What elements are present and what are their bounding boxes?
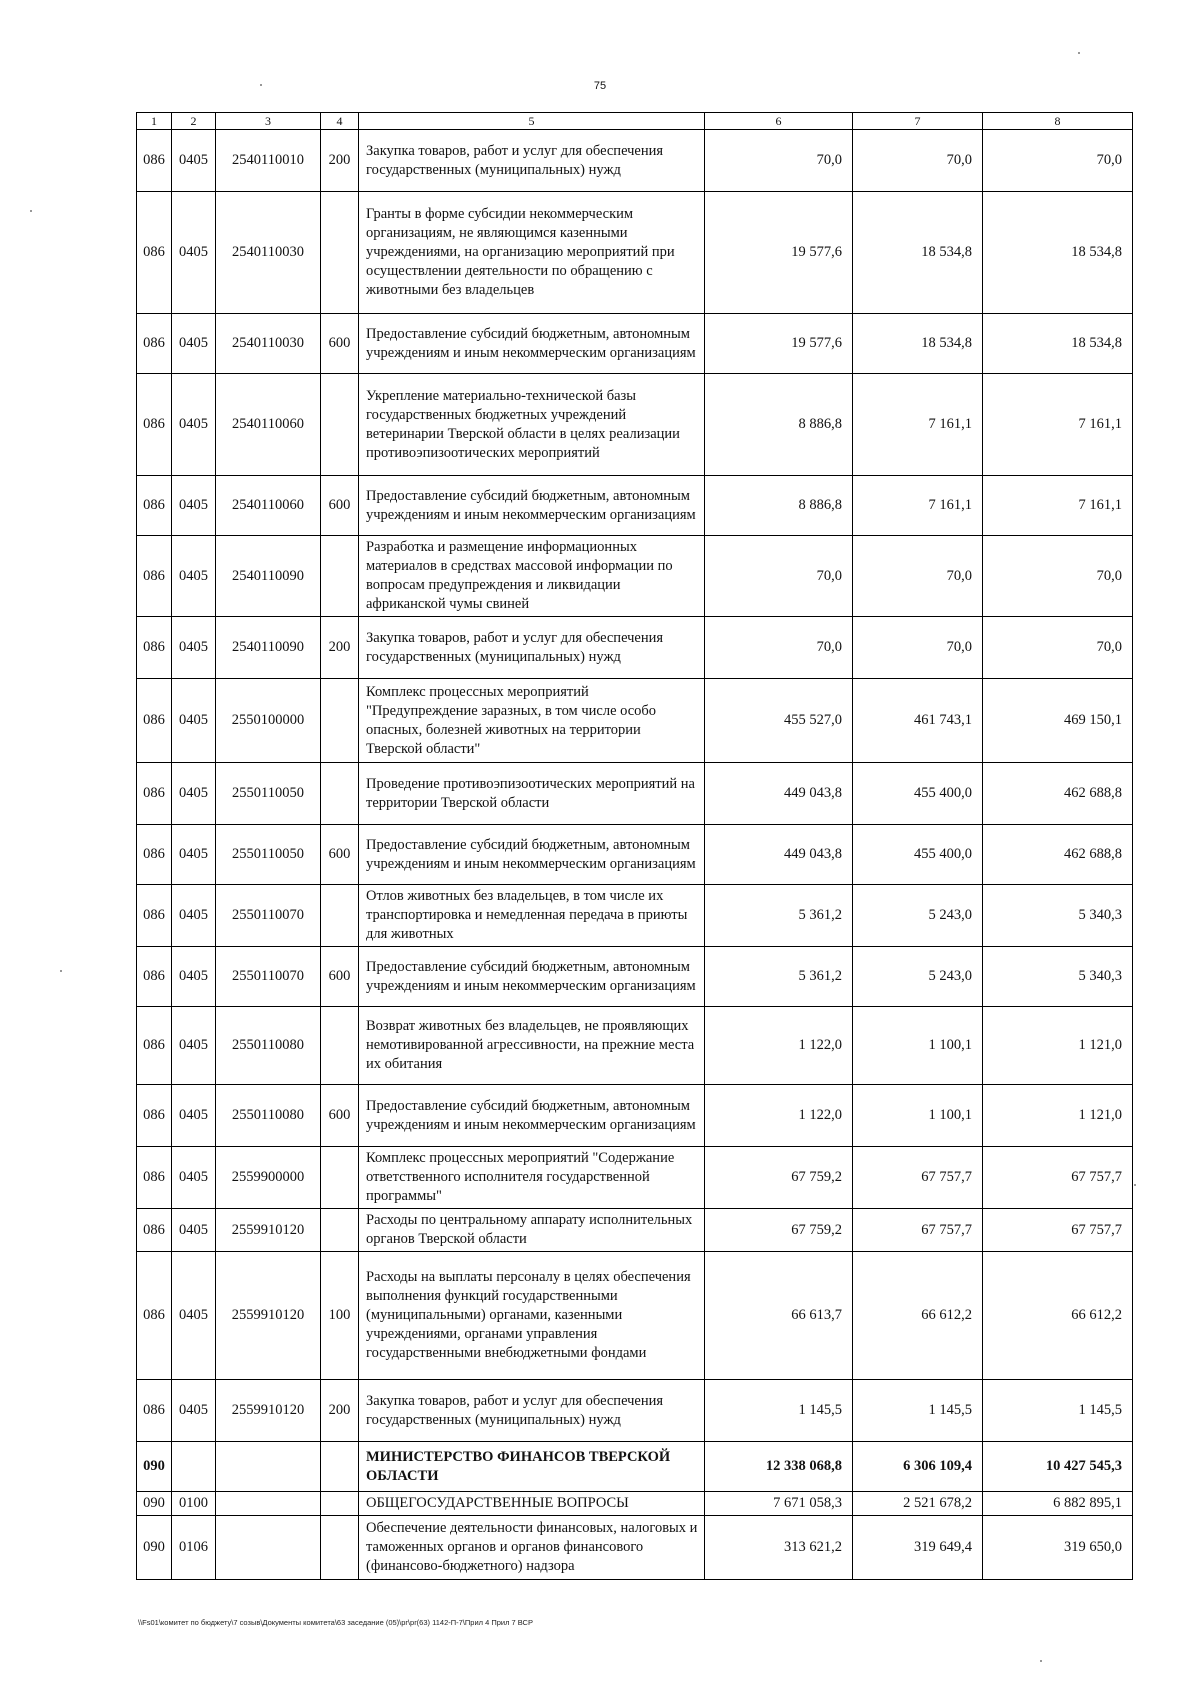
section-code-cell: 0106 (172, 1516, 216, 1580)
section-code-cell: 0405 (172, 885, 216, 947)
table-row (137, 1516, 1133, 1580)
section-code-cell: 0405 (172, 1007, 216, 1085)
target-article-cell: 2550110080 (216, 1085, 321, 1147)
description-cell: МИНИСТЕРСТВО ФИНАНСОВ ТВЕРСКОЙ ОБЛАСТИ (359, 1442, 705, 1492)
table-row (137, 1442, 1133, 1492)
ministry-code-cell: 086 (137, 947, 172, 1007)
amount-col8-cell: 18 534,8 (983, 314, 1133, 374)
amount-col6-cell: 5 361,2 (705, 885, 853, 947)
amount-col6-cell: 313 621,2 (705, 1516, 853, 1580)
expense-type-cell: 200 (321, 1380, 359, 1442)
description-cell: Закупка товаров, работ и услуг для обеспечения государственных (муниципальных) нужд (359, 130, 705, 192)
amount-col6-cell: 1 122,0 (705, 1007, 853, 1085)
budget-table (136, 112, 1133, 1580)
amount-col6-cell: 19 577,6 (705, 192, 853, 314)
scan-speck (60, 970, 62, 972)
expense-type-cell (321, 1007, 359, 1085)
target-article-cell: 2540110060 (216, 374, 321, 476)
description-cell: Разработка и размещение информационных материалов в средствах массовой информации по вопросам предупреждения и ликвидации африканской чумы свиней (359, 536, 705, 617)
ministry-code-cell: 086 (137, 825, 172, 885)
amount-col8-cell: 6 882 895,1 (983, 1492, 1133, 1516)
column-number: 8 (983, 113, 1133, 130)
amount-col7-cell: 67 757,7 (853, 1147, 983, 1209)
expense-type-cell (321, 885, 359, 947)
table-row (137, 1209, 1133, 1252)
expense-type-cell: 200 (321, 130, 359, 192)
description-cell: Комплекс процессных мероприятий "Содержание ответственного исполнителя государственной программы" (359, 1147, 705, 1209)
expense-type-cell: 600 (321, 825, 359, 885)
ministry-code-cell: 086 (137, 1380, 172, 1442)
amount-col8-cell: 18 534,8 (983, 192, 1133, 314)
table-row (137, 374, 1133, 476)
amount-col8-cell: 469 150,1 (983, 679, 1133, 763)
table-row (137, 1007, 1133, 1085)
table-body (137, 130, 1133, 1580)
target-article-cell (216, 1442, 321, 1492)
table-row (137, 1380, 1133, 1442)
ministry-code-cell: 090 (137, 1516, 172, 1580)
ministry-code-cell: 086 (137, 130, 172, 192)
description-cell: Укрепление материально-технической базы государственных бюджетных учреждений ветеринарии Тверской области в целях реализации противоэпизоотических мероприятий (359, 374, 705, 476)
target-article-cell: 2540110090 (216, 536, 321, 617)
amount-col7-cell: 455 400,0 (853, 825, 983, 885)
amount-col7-cell: 70,0 (853, 536, 983, 617)
ministry-code-cell: 086 (137, 679, 172, 763)
amount-col8-cell: 67 757,7 (983, 1147, 1133, 1209)
section-code-cell: 0405 (172, 476, 216, 536)
amount-col8-cell: 66 612,2 (983, 1252, 1133, 1380)
ministry-code-cell: 086 (137, 1085, 172, 1147)
target-article-cell: 2540110060 (216, 476, 321, 536)
ministry-code-cell: 086 (137, 1007, 172, 1085)
description-cell: Расходы на выплаты персоналу в целях обеспечения выполнения функций государственными (муниципальными) органами, казенными учреждениями, органами управления государственными внебюджетными фондами (359, 1252, 705, 1380)
amount-col8-cell: 462 688,8 (983, 825, 1133, 885)
amount-col6-cell: 66 613,7 (705, 1252, 853, 1380)
expense-type-cell (321, 679, 359, 763)
amount-col7-cell: 319 649,4 (853, 1516, 983, 1580)
scan-speck (260, 84, 262, 86)
table-row (137, 679, 1133, 763)
section-code-cell: 0405 (172, 374, 216, 476)
description-cell: Гранты в форме субсидии некоммерческим организациям, не являющимся казенными учреждениями, на организацию мероприятий при осуществлении деятельности по обращению с животными без владельцев (359, 192, 705, 314)
column-number: 7 (853, 113, 983, 130)
amount-col7-cell: 5 243,0 (853, 947, 983, 1007)
target-article-cell: 2559910120 (216, 1252, 321, 1380)
scan-speck (30, 210, 32, 212)
amount-col7-cell: 7 161,1 (853, 374, 983, 476)
target-article-cell: 2550100000 (216, 679, 321, 763)
amount-col6-cell: 67 759,2 (705, 1209, 853, 1252)
amount-col6-cell: 1 122,0 (705, 1085, 853, 1147)
section-code-cell (172, 1442, 216, 1492)
expense-type-cell (321, 763, 359, 825)
ministry-code-cell: 086 (137, 1252, 172, 1380)
description-cell: Комплекс процессных мероприятий "Предупреждение заразных, в том числе особо опасных, болезней животных на территории Тверской области" (359, 679, 705, 763)
amount-col6-cell: 1 145,5 (705, 1380, 853, 1442)
description-cell: Закупка товаров, работ и услуг для обеспечения государственных (муниципальных) нужд (359, 617, 705, 679)
amount-col6-cell: 70,0 (705, 617, 853, 679)
table-row (137, 192, 1133, 314)
amount-col8-cell: 1 121,0 (983, 1085, 1133, 1147)
amount-col8-cell: 7 161,1 (983, 374, 1133, 476)
amount-col7-cell: 5 243,0 (853, 885, 983, 947)
expense-type-cell: 600 (321, 476, 359, 536)
amount-col8-cell: 462 688,8 (983, 763, 1133, 825)
table-row (137, 536, 1133, 617)
column-number: 4 (321, 113, 359, 130)
amount-col7-cell: 18 534,8 (853, 314, 983, 374)
section-code-cell: 0405 (172, 1252, 216, 1380)
ministry-code-cell: 086 (137, 885, 172, 947)
section-code-cell: 0405 (172, 1209, 216, 1252)
target-article-cell: 2559910120 (216, 1380, 321, 1442)
scan-speck (1040, 1660, 1042, 1662)
column-number: 2 (172, 113, 216, 130)
section-code-cell: 0405 (172, 947, 216, 1007)
target-article-cell: 2550110050 (216, 763, 321, 825)
section-code-cell: 0405 (172, 617, 216, 679)
target-article-cell: 2550110070 (216, 947, 321, 1007)
amount-col6-cell: 455 527,0 (705, 679, 853, 763)
amount-col6-cell: 67 759,2 (705, 1147, 853, 1209)
amount-col6-cell: 8 886,8 (705, 374, 853, 476)
page-number: 75 (593, 80, 607, 92)
target-article-cell: 2559910120 (216, 1209, 321, 1252)
description-cell: Отлов животных без владельцев, в том числе их транспортировка и немедленная передача в приюты для животных (359, 885, 705, 947)
expense-type-cell (321, 1492, 359, 1516)
column-number: 6 (705, 113, 853, 130)
section-code-cell: 0405 (172, 763, 216, 825)
column-number: 3 (216, 113, 321, 130)
amount-col6-cell: 70,0 (705, 130, 853, 192)
column-number: 1 (137, 113, 172, 130)
ministry-code-cell: 086 (137, 536, 172, 617)
amount-col8-cell: 319 650,0 (983, 1516, 1133, 1580)
description-cell: Предоставление субсидий бюджетным, автономным учреждениям и иным некоммерческим организациям (359, 1085, 705, 1147)
amount-col6-cell: 449 043,8 (705, 763, 853, 825)
table-row (137, 1085, 1133, 1147)
amount-col7-cell: 1 145,5 (853, 1380, 983, 1442)
expense-type-cell (321, 1442, 359, 1492)
target-article-cell: 2540110090 (216, 617, 321, 679)
target-article-cell: 2550110070 (216, 885, 321, 947)
expense-type-cell (321, 1209, 359, 1252)
description-cell: Предоставление субсидий бюджетным, автономным учреждениям и иным некоммерческим организациям (359, 947, 705, 1007)
section-code-cell: 0100 (172, 1492, 216, 1516)
amount-col8-cell: 10 427 545,3 (983, 1442, 1133, 1492)
amount-col6-cell: 8 886,8 (705, 476, 853, 536)
amount-col7-cell: 1 100,1 (853, 1085, 983, 1147)
section-code-cell: 0405 (172, 1085, 216, 1147)
section-code-cell: 0405 (172, 130, 216, 192)
table-row (137, 617, 1133, 679)
target-article-cell: 2540110030 (216, 192, 321, 314)
amount-col6-cell: 449 043,8 (705, 825, 853, 885)
amount-col8-cell: 1 145,5 (983, 1380, 1133, 1442)
table-row (137, 314, 1133, 374)
expense-type-cell: 600 (321, 314, 359, 374)
section-code-cell: 0405 (172, 825, 216, 885)
ministry-code-cell: 090 (137, 1442, 172, 1492)
amount-col7-cell: 2 521 678,2 (853, 1492, 983, 1516)
amount-col8-cell: 5 340,3 (983, 885, 1133, 947)
scan-speck (1134, 1184, 1136, 1186)
file-path-footer: \\Fs01\комитет по бюджету\7 созыв\Документы комитета\63 заседание (05)\pr\pr(63) 1142-П-7\Прил 4 Прил 7 ВСР (138, 1618, 533, 1627)
description-cell: Предоставление субсидий бюджетным, автономным учреждениям и иным некоммерческим организациям (359, 314, 705, 374)
ministry-code-cell: 086 (137, 1209, 172, 1252)
description-cell: Предоставление субсидий бюджетным, автономным учреждениям и иным некоммерческим организациям (359, 476, 705, 536)
amount-col6-cell: 7 671 058,3 (705, 1492, 853, 1516)
table-row (137, 1147, 1133, 1209)
section-code-cell: 0405 (172, 536, 216, 617)
expense-type-cell: 600 (321, 947, 359, 1007)
target-article-cell: 2550110050 (216, 825, 321, 885)
table-row (137, 825, 1133, 885)
ministry-code-cell: 086 (137, 374, 172, 476)
scan-speck (1078, 52, 1080, 54)
ministry-code-cell: 086 (137, 476, 172, 536)
expense-type-cell (321, 1516, 359, 1580)
amount-col8-cell: 70,0 (983, 536, 1133, 617)
expense-type-cell: 600 (321, 1085, 359, 1147)
target-article-cell (216, 1516, 321, 1580)
amount-col7-cell: 67 757,7 (853, 1209, 983, 1252)
amount-col7-cell: 66 612,2 (853, 1252, 983, 1380)
table-row (137, 947, 1133, 1007)
ministry-code-cell: 086 (137, 1147, 172, 1209)
ministry-code-cell: 086 (137, 192, 172, 314)
amount-col7-cell: 18 534,8 (853, 192, 983, 314)
ministry-code-cell: 086 (137, 314, 172, 374)
ministry-code-cell: 090 (137, 1492, 172, 1516)
expense-type-cell (321, 536, 359, 617)
table-row (137, 130, 1133, 192)
amount-col6-cell: 19 577,6 (705, 314, 853, 374)
column-number-row (137, 113, 1133, 130)
amount-col7-cell: 70,0 (853, 130, 983, 192)
section-code-cell: 0405 (172, 314, 216, 374)
expense-type-cell (321, 374, 359, 476)
target-article-cell: 2559900000 (216, 1147, 321, 1209)
description-cell: Проведение противоэпизоотических мероприятий на территории Тверской области (359, 763, 705, 825)
section-code-cell: 0405 (172, 1380, 216, 1442)
description-cell: Закупка товаров, работ и услуг для обеспечения государственных (муниципальных) нужд (359, 1380, 705, 1442)
amount-col7-cell: 1 100,1 (853, 1007, 983, 1085)
section-code-cell: 0405 (172, 1147, 216, 1209)
expense-type-cell (321, 192, 359, 314)
amount-col6-cell: 12 338 068,8 (705, 1442, 853, 1492)
description-cell: ОБЩЕГОСУДАРСТВЕННЫЕ ВОПРОСЫ (359, 1492, 705, 1516)
amount-col7-cell: 6 306 109,4 (853, 1442, 983, 1492)
amount-col8-cell: 70,0 (983, 130, 1133, 192)
amount-col8-cell: 1 121,0 (983, 1007, 1133, 1085)
section-code-cell: 0405 (172, 192, 216, 314)
amount-col8-cell: 67 757,7 (983, 1209, 1133, 1252)
section-code-cell: 0405 (172, 679, 216, 763)
amount-col8-cell: 7 161,1 (983, 476, 1133, 536)
table-row (137, 476, 1133, 536)
table-row (137, 1252, 1133, 1380)
table-row (137, 763, 1133, 825)
target-article-cell: 2540110030 (216, 314, 321, 374)
amount-col7-cell: 455 400,0 (853, 763, 983, 825)
ministry-code-cell: 086 (137, 763, 172, 825)
expense-type-cell: 200 (321, 617, 359, 679)
description-cell: Расходы по центральному аппарату исполнительных органов Тверской области (359, 1209, 705, 1252)
description-cell: Возврат животных без владельцев, не проявляющих немотивированной агрессивности, на прежние места их обитания (359, 1007, 705, 1085)
description-cell: Обеспечение деятельности финансовых, налоговых и таможенных органов и органов финансового (финансово-бюджетного) надзора (359, 1516, 705, 1580)
description-cell: Предоставление субсидий бюджетным, автономным учреждениям и иным некоммерческим организациям (359, 825, 705, 885)
expense-type-cell (321, 1147, 359, 1209)
amount-col6-cell: 70,0 (705, 536, 853, 617)
table-row (137, 885, 1133, 947)
column-number: 5 (359, 113, 705, 130)
amount-col8-cell: 5 340,3 (983, 947, 1133, 1007)
expense-type-cell: 100 (321, 1252, 359, 1380)
amount-col7-cell: 7 161,1 (853, 476, 983, 536)
amount-col6-cell: 5 361,2 (705, 947, 853, 1007)
target-article-cell: 2550110080 (216, 1007, 321, 1085)
table-row (137, 1492, 1133, 1516)
target-article-cell (216, 1492, 321, 1516)
amount-col8-cell: 70,0 (983, 617, 1133, 679)
ministry-code-cell: 086 (137, 617, 172, 679)
amount-col7-cell: 461 743,1 (853, 679, 983, 763)
amount-col7-cell: 70,0 (853, 617, 983, 679)
target-article-cell: 2540110010 (216, 130, 321, 192)
